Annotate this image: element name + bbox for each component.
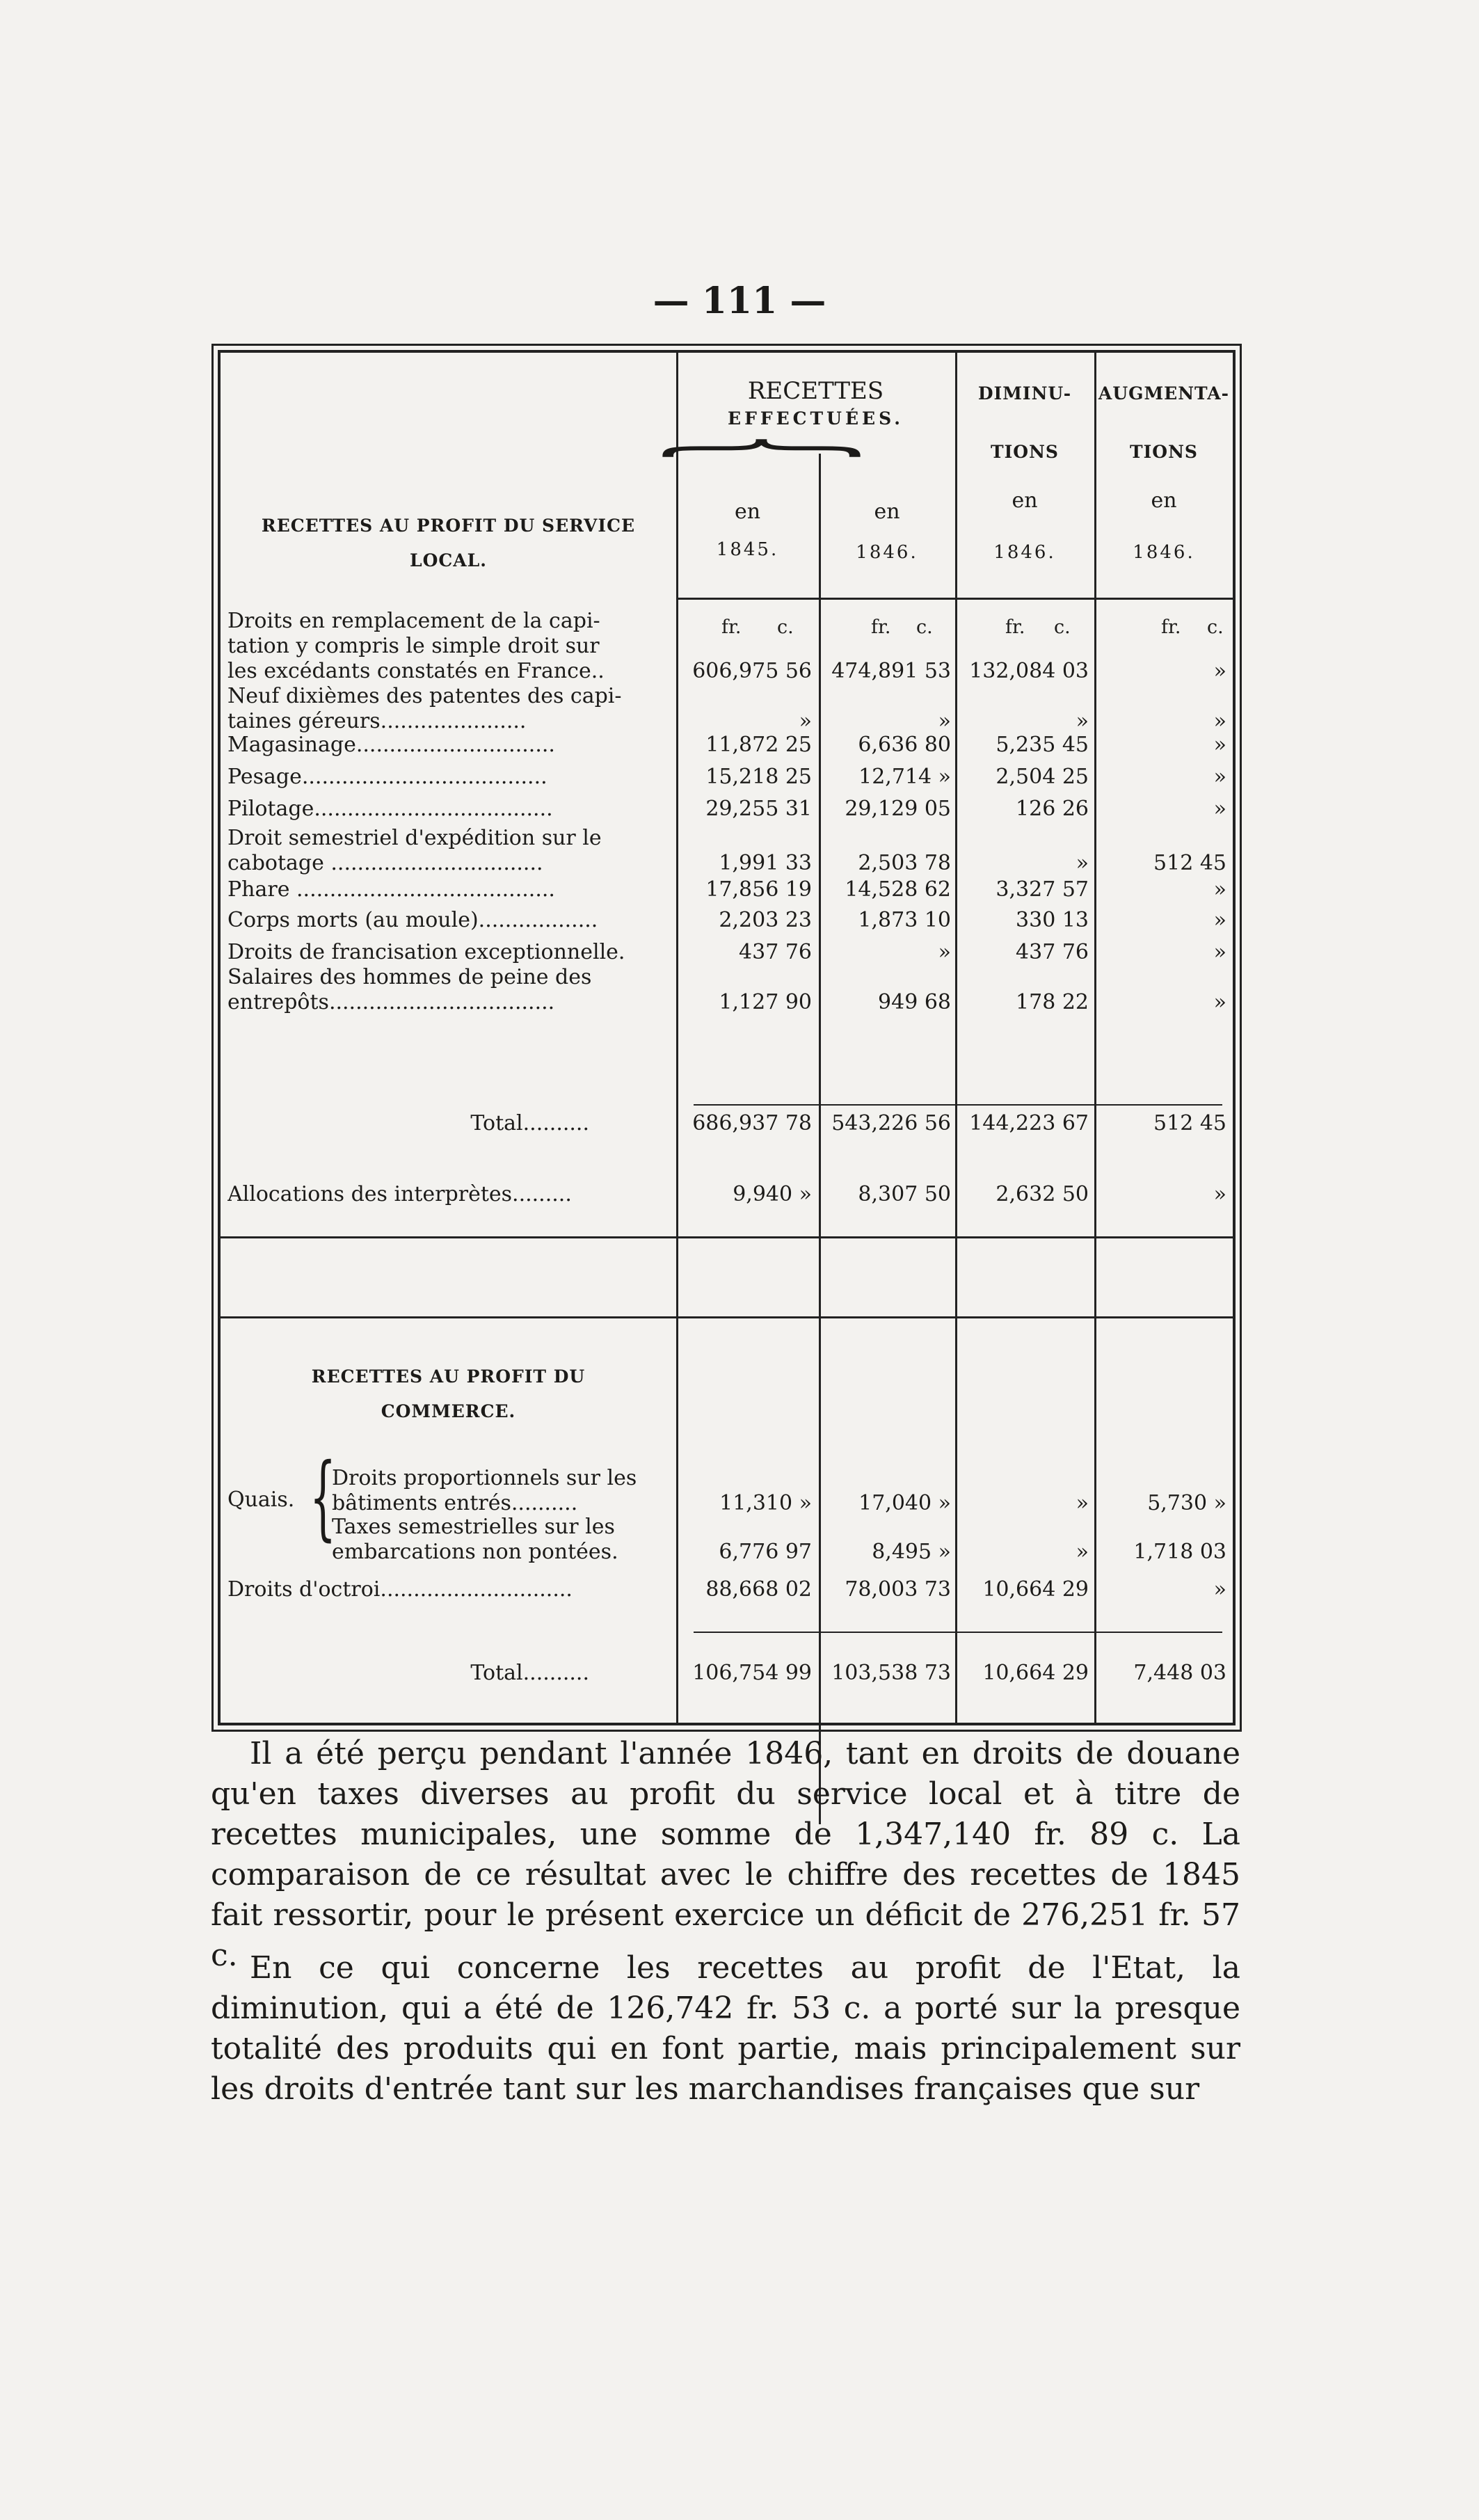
header-en: en <box>1012 488 1038 513</box>
quais-row-v1846: 17,040 » <box>858 1491 951 1515</box>
local-row-v1846: 14,528 62 <box>845 877 951 902</box>
local-row-v1845: 1,127 90 <box>719 990 812 1014</box>
local-row-aug: » <box>1213 709 1226 733</box>
paragraph-1: Il a été perçu pendant l'année 1846, tant en droits de douane qu'en taxes diverses au profit du service local et à titre de recettes municipales, une somme de 1,347,140 fr. 89 c. La comparaison de ce résultat avec le chiffre des recettes de 1845 fait ressortir, pour le présent exercice un déficit de 276,251 fr. 57 c. <box>211 1736 1240 1973</box>
local-row-label: Droit semestriel d'expédition sur le <box>227 826 602 850</box>
local-row-label: taines géreurs...................... <box>227 709 527 733</box>
header-en: en <box>734 500 761 524</box>
total-commerce-v1845: 106,754 99 <box>692 1661 812 1685</box>
local-row-aug: » <box>1213 908 1226 932</box>
local-row-v1846: 12,714 » <box>858 765 951 789</box>
quais-row-label: Taxes semestrielles sur les <box>332 1515 615 1539</box>
local-row-v1845: » <box>799 709 812 733</box>
local-row-v1845: 11,872 25 <box>705 733 812 757</box>
header-recettes: RECETTES <box>747 377 884 405</box>
total-local-v1845: 686,937 78 <box>692 1111 812 1135</box>
quais-brace: { <box>310 1444 337 1551</box>
header-augmentations-1: AUGMENTA- <box>1098 383 1230 404</box>
unit-c: c. <box>916 616 933 638</box>
local-row-dim: 126 26 <box>1016 797 1089 821</box>
header-diminutions-1: DIMINU- <box>977 383 1072 404</box>
local-row-dim: 2,504 25 <box>996 765 1089 789</box>
unit-fr: fr. <box>1005 616 1025 638</box>
unit-c: c. <box>1207 616 1224 638</box>
local-row-label: Magasinage.............................. <box>227 733 555 757</box>
total-rule <box>694 1632 1222 1633</box>
local-row-label: Droits en remplacement de la capi- <box>227 609 600 633</box>
local-row-aug: » <box>1213 877 1226 902</box>
local-row-dim: » <box>1076 709 1089 733</box>
local-row-v1846: 2,503 78 <box>858 851 951 875</box>
header-en: en <box>1151 488 1177 513</box>
local-row-v1846: 1,873 10 <box>858 908 951 932</box>
header-en: en <box>874 500 900 524</box>
header-rule <box>221 1236 1233 1238</box>
total-rule <box>694 1104 1222 1106</box>
header-year-1845: 1845. <box>716 539 779 560</box>
local-row-label: cabotage ................................ <box>227 851 543 875</box>
quais-row-v1846: 8,495 » <box>872 1540 951 1564</box>
unit-fr: fr. <box>871 616 891 638</box>
local-row-dim: 3,327 57 <box>996 877 1089 902</box>
local-row-aug: » <box>1213 940 1226 964</box>
quais-label: Quais. <box>227 1488 295 1512</box>
local-row-label: Phare ....................................... <box>227 877 555 902</box>
local-row-v1845: 17,856 19 <box>705 877 812 902</box>
total-local-aug: 512 45 <box>1153 1111 1226 1135</box>
local-row-aug: » <box>1213 765 1226 789</box>
local-row-label: Pesage..................................... <box>227 765 547 789</box>
header-year-1846: 1846. <box>993 542 1056 563</box>
local-row-label: Pilotage.................................... <box>227 797 553 821</box>
local-row-aug: » <box>1213 797 1226 821</box>
local-row-label: Neuf dixièmes des patentes des capi- <box>227 684 622 708</box>
local-row-v1845: 15,218 25 <box>705 765 812 789</box>
quais-row-v1845: 6,776 97 <box>719 1540 812 1564</box>
total-local-label: Total.......... <box>470 1111 589 1135</box>
allocations-row-label: Allocations des interprètes......... <box>227 1182 572 1206</box>
section-title-local-2: LOCAL. <box>410 550 487 571</box>
local-row-v1846: 6,636 80 <box>858 733 951 757</box>
local-row-v1845: 437 76 <box>739 940 812 964</box>
header-year-1846: 1846. <box>856 542 918 563</box>
header-rule <box>676 598 1233 600</box>
total-local-v1846: 543,226 56 <box>831 1111 951 1135</box>
section-title-local: RECETTES AU PROFIT DU SERVICE <box>261 516 636 536</box>
octroi-row-aug: » <box>1213 1577 1226 1602</box>
local-row-label: tation y compris le simple droit sur <box>227 634 600 658</box>
local-row-v1845: 2,203 23 <box>719 908 812 932</box>
local-row-v1846: 949 68 <box>878 990 951 1014</box>
local-row-v1846: » <box>938 709 951 733</box>
local-row-label: Corps morts (au moule).................. <box>227 908 598 932</box>
allocations-row-dim: 2,632 50 <box>996 1182 1089 1206</box>
local-row-label: les excédants constatés en France.. <box>227 659 605 683</box>
octroi-row-label: Droits d'octroi............................. <box>227 1577 573 1602</box>
local-row-aug: » <box>1213 990 1226 1014</box>
local-row-aug: » <box>1213 733 1226 757</box>
header-effectuees: EFFECTUÉES. <box>728 408 904 429</box>
section-title-commerce: RECETTES AU PROFIT DU <box>311 1366 586 1387</box>
section-title-commerce-2: COMMERCE. <box>381 1401 516 1421</box>
header-brace: } <box>626 433 877 463</box>
quais-row-label: embarcations non pontées. <box>332 1540 618 1564</box>
local-row-v1846: 474,891 53 <box>831 659 951 683</box>
unit-fr: fr. <box>721 616 742 638</box>
header-augmentations-2: TIONS <box>1130 442 1198 462</box>
total-commerce-label: Total.......... <box>470 1661 589 1685</box>
total-commerce-dim: 10,664 29 <box>982 1661 1089 1685</box>
unit-c: c. <box>777 616 794 638</box>
header-diminutions-2: TIONS <box>991 442 1059 462</box>
local-row-dim: 132,084 03 <box>969 659 1089 683</box>
allocations-row-v1845: 9,940 » <box>733 1182 812 1206</box>
page-number: — 111 — <box>653 280 826 322</box>
unit-fr: fr. <box>1161 616 1181 638</box>
header-year-1846: 1846. <box>1133 542 1195 563</box>
header-rule <box>221 1316 1233 1318</box>
octroi-row-dim: 10,664 29 <box>982 1577 1089 1602</box>
total-commerce-v1846: 103,538 73 <box>831 1661 951 1685</box>
local-row-label: Droits de francisation exceptionnelle. <box>227 940 625 964</box>
unit-c: c. <box>1054 616 1071 638</box>
local-row-label: Salaires des hommes de peine des <box>227 965 592 989</box>
local-row-dim: 5,235 45 <box>996 733 1089 757</box>
quais-row-v1845: 11,310 » <box>719 1491 812 1515</box>
local-row-v1846: » <box>938 940 951 964</box>
local-row-v1846: 29,129 05 <box>845 797 951 821</box>
local-row-v1845: 1,991 33 <box>719 851 812 875</box>
allocations-row-v1846: 8,307 50 <box>858 1182 951 1206</box>
local-row-v1845: 606,975 56 <box>692 659 812 683</box>
local-row-label: entrepôts.................................. <box>227 990 555 1014</box>
paragraph-2: En ce qui concerne les recettes au profit de l'Etat, la diminution, qui a été de 126,742 fr. 53 c. a porté sur la presque totalité des produits qui en font partie, mais principalement sur les droits d'entrée tant sur les marchandises françaises que sur <box>211 1950 1240 2107</box>
quais-row-label: Droits proportionnels sur les <box>332 1466 637 1490</box>
total-local-dim: 144,223 67 <box>969 1111 1089 1135</box>
local-row-dim: 330 13 <box>1016 908 1089 932</box>
quais-row-aug: 5,730 » <box>1147 1491 1226 1515</box>
quais-row-aug: 1,718 03 <box>1133 1540 1226 1564</box>
quais-row-dim: » <box>1076 1540 1089 1564</box>
local-row-dim: 437 76 <box>1016 940 1089 964</box>
octroi-row-v1845: 88,668 02 <box>705 1577 812 1602</box>
local-row-dim: 178 22 <box>1016 990 1089 1014</box>
octroi-row-v1846: 78,003 73 <box>845 1577 951 1602</box>
quais-row-dim: » <box>1076 1491 1089 1515</box>
local-row-aug: » <box>1213 659 1226 683</box>
allocations-row-aug: » <box>1213 1182 1226 1206</box>
total-commerce-aug: 7,448 03 <box>1133 1661 1226 1685</box>
revenue-table <box>218 350 1236 1725</box>
quais-row-label: bâtiments entrés.......... <box>332 1491 578 1515</box>
local-row-dim: » <box>1076 851 1089 875</box>
local-row-v1845: 29,255 31 <box>705 797 812 821</box>
local-row-aug: 512 45 <box>1153 851 1226 875</box>
